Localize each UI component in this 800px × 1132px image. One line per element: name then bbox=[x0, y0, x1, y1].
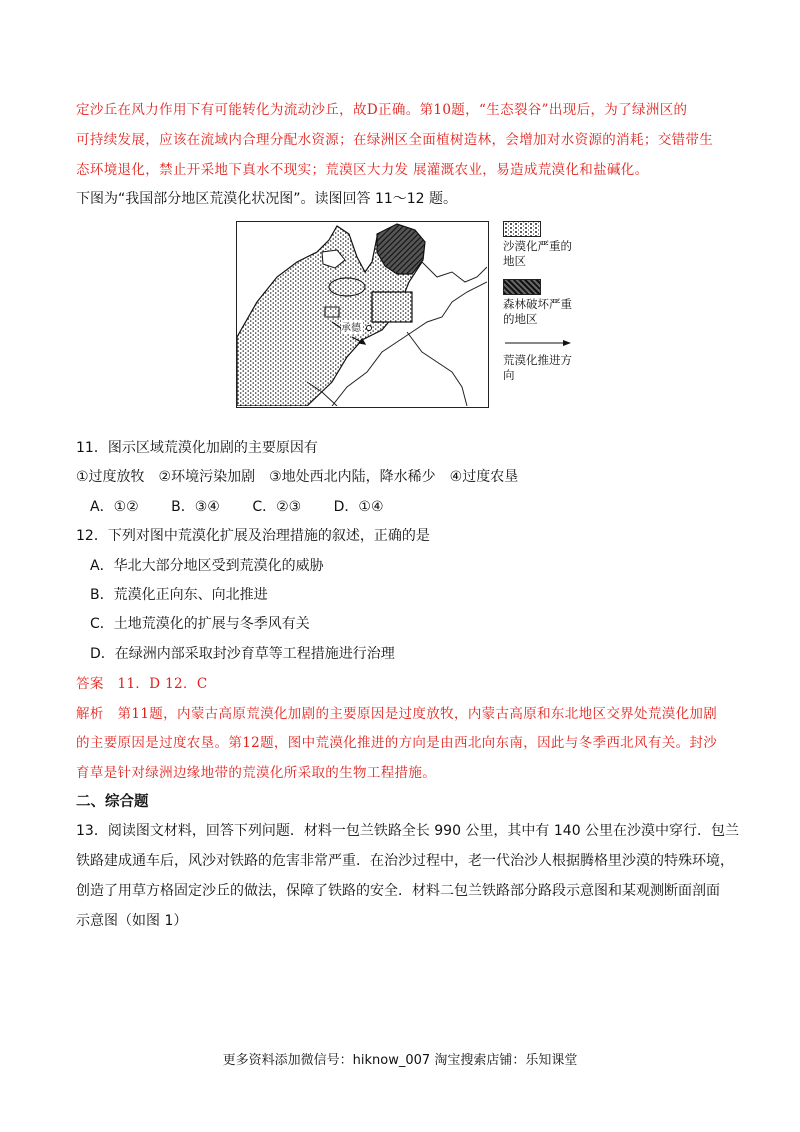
legend-forest-label: 森林破坏严重的地区 bbox=[503, 297, 572, 326]
q13-line-1: 13．阅读图文材料，回答下列问题．材料一包兰铁路全长 990 公里，其中有 140 公里在沙漠中穿行．包兰 bbox=[76, 823, 740, 839]
legend-arrow-label: 荒漠化推进方向 bbox=[503, 353, 572, 382]
legend-desert-label: 沙漠化严重的地区 bbox=[503, 239, 572, 268]
q12-stem: 12．下列对图中荒漠化扩展及治理措施的叙述，正确的是 bbox=[76, 528, 430, 544]
q12-option-b[interactable]: B．荒漠化正向东、向北推进 bbox=[90, 587, 268, 603]
hatched-pattern-icon bbox=[503, 279, 541, 295]
explanation-line-3: 态环境退化，禁止开采地下真水不现实；荒漠区大力发 展灌溉农业，易造成荒漠化和盐碱化。 bbox=[76, 162, 649, 178]
q11-option-a[interactable]: A．①② bbox=[90, 499, 139, 515]
q12-option-c[interactable]: C．土地荒漠化的扩展与冬季风有关 bbox=[90, 616, 310, 632]
chengde-point bbox=[367, 326, 372, 331]
dotted-pattern-icon bbox=[503, 221, 541, 237]
q12-option-d[interactable]: D．在绿洲内部采取封沙育草等工程措施进行治理 bbox=[90, 646, 395, 662]
arrow-icon bbox=[503, 337, 573, 349]
legend-arrow bbox=[503, 337, 583, 383]
inner-region-box bbox=[372, 292, 412, 322]
explanation-line-1: 定沙丘在风力作用下有可能转化为流动沙丘，故D正确。第10题，“生态裂谷”出现后，为了绿洲区的 bbox=[76, 102, 688, 118]
q11-stem: 11．图示区域荒漠化加剧的主要原因有 bbox=[76, 440, 318, 456]
q13-line-3: 创造了用草方格固定沙丘的做法，保障了铁路的安全．材料二包兰铁路部分路段示意图和某观测断面剖面 bbox=[76, 883, 720, 899]
q11-option-b[interactable]: B．③④ bbox=[171, 499, 220, 515]
map-intro: 下图为“我国部分地区荒漠化状况图”。读图回答 11～12 题。 bbox=[76, 191, 458, 207]
map-legend bbox=[503, 221, 583, 393]
q11-items: ①过度放牧 ②环境污染加剧 ③地处西北内陆，降水稀少 ④过度农垦 bbox=[76, 469, 519, 485]
analysis-line-1: 解析 第11题，内蒙古高原荒漠化加剧的主要原因是过度放牧，内蒙古高原和东北地区交界处荒漠化加剧 bbox=[76, 706, 718, 722]
page-footer: 更多资料添加微信号：hiknow_007 淘宝搜索店铺：乐知课堂 bbox=[222, 1053, 578, 1068]
chengde-label: 承德 bbox=[341, 323, 361, 334]
q12-option-a[interactable]: A．华北大部分地区受到荒漠化的威胁 bbox=[90, 558, 324, 574]
legend-desert bbox=[503, 221, 583, 269]
analysis-line-3: 育草是针对绿洲边缘地带的荒漠化所采取的生物工程措施。 bbox=[76, 765, 437, 781]
desertification-map bbox=[236, 221, 489, 408]
q13-line-4: 示意图（如图 1） bbox=[76, 913, 188, 929]
border-line-south bbox=[407, 332, 467, 406]
border-line bbox=[422, 262, 487, 282]
map-drawing bbox=[237, 222, 487, 406]
legend-forest bbox=[503, 279, 583, 327]
q11-option-c[interactable]: C．②③ bbox=[252, 499, 302, 515]
q11-options bbox=[90, 496, 412, 516]
section-heading: 二、综合题 bbox=[76, 794, 149, 810]
q13-line-2: 铁路建成通车后，风沙对铁路的危害非常严重．在治沙过程中，老一代治沙人根据腾格里沙漠的特殊环境， bbox=[76, 853, 734, 869]
answer-line: 答案 11．D 12．C bbox=[76, 676, 208, 692]
explanation-line-2: 可持续发展，应该在流域内合理分配水资源；在绿洲区全面植树造林，会增加对水资源的消耗；交错带生 bbox=[76, 132, 714, 148]
q11-option-d[interactable]: D．①④ bbox=[333, 499, 384, 515]
analysis-line-2: 的主要原因是过度农垦。第12题，图中荒漠化推进的方向是由西北向东南，因此与冬季西北风有关。封沙 bbox=[76, 735, 718, 751]
